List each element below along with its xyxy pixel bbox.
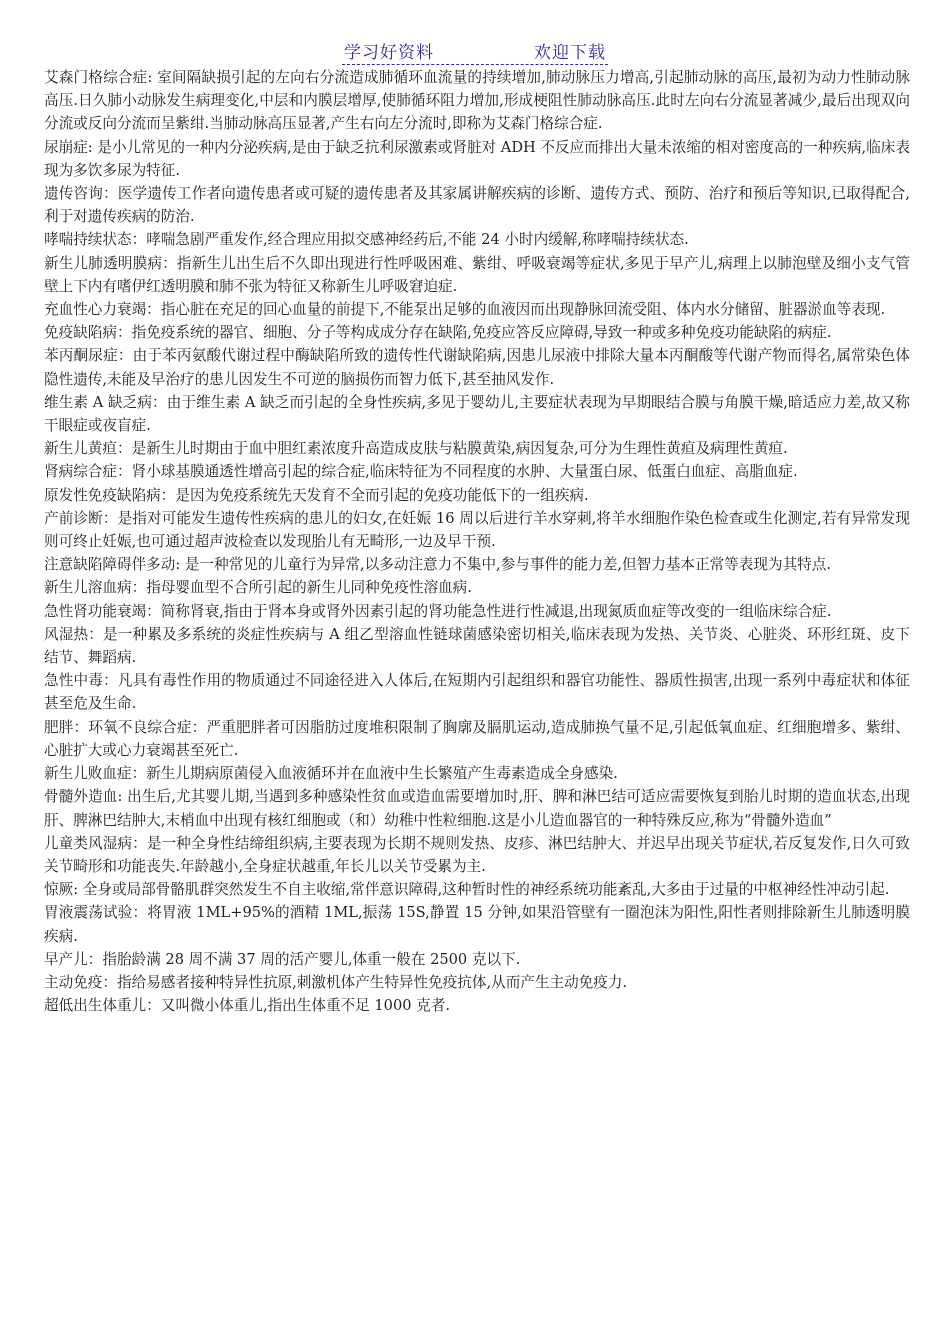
entry-definition: 简称肾衰,指由于肾本身或肾外因素引起的肾功能急性进行性减退,出现氮质血症等改变的一组临床综合症. bbox=[160, 602, 832, 620]
entry-term: 遗传咨询 bbox=[44, 185, 104, 203]
entry-separator: ： bbox=[132, 904, 148, 922]
entry-definition: 是一种累及多系统的炎症性疾病与 A 组乙型溶血性链球菌感染密切相关,临床表现为发热、关节炎、心脏炎、环形红斑、皮下结节、舞蹈病. bbox=[44, 625, 910, 667]
entry-separator: ： bbox=[162, 254, 177, 272]
glossary-entry bbox=[44, 576, 910, 599]
entry-separator: ： bbox=[131, 765, 147, 783]
glossary-body bbox=[44, 66, 910, 1017]
entry-definition: 是一种常见的儿童行为异常,以多动注意力不集中,参与事件的能力差,但智力基本正常等表现为其特点. bbox=[184, 556, 832, 574]
entry-definition: 是一种全身性结缔组织病,主要表现为长期不规则发热、皮疹、淋巴结肿大、并迟早出现关节症状,若反复发作,日久可致关节畸形和功能丧失.年龄越小,全身症状越重,年长儿以关节受累为主. bbox=[44, 834, 910, 875]
entry-separator: : bbox=[87, 138, 98, 156]
entry-separator: ： bbox=[87, 950, 103, 968]
entry-definition: 新生儿期病原菌侵入血液循环并在血液中生长繁殖产生毒素造成全身感染. bbox=[146, 765, 618, 783]
glossary-entry bbox=[44, 507, 910, 553]
entry-definition: 室间隔缺损引起的左向右分流造成肺循环血流量的持续增加,肺动脉压力增高,引起肺动脉的高压,最初为动力性肺动脉高压.日久肺小动脉发生病理变化,中层和内膜层增厚,使肺循环阻力增加,形成梗阻性肺动脉高压.此时左向右分流显著减少,最后出现双向分流或反向分流而呈紫绀.当肺动脉高压显著,产生右向左分流时,即称为艾森门格综合症. bbox=[44, 69, 910, 133]
entry-term: 新生儿溶血病 bbox=[44, 579, 132, 597]
entry-term: 风湿热 bbox=[44, 625, 89, 643]
entry-term: 早产儿 bbox=[44, 950, 88, 968]
entry-definition: 又叫微小体重儿,指出生体重不足 1000 克者. bbox=[160, 997, 450, 1015]
header-banner bbox=[342, 38, 608, 65]
glossary-entry bbox=[44, 878, 910, 901]
glossary-entry bbox=[44, 136, 910, 182]
glossary-entry bbox=[44, 669, 910, 715]
glossary-entry bbox=[44, 948, 910, 971]
entry-separator: : bbox=[117, 788, 128, 806]
entry-term: 主动免疫 bbox=[44, 973, 103, 991]
entry-term: 惊厥 bbox=[44, 881, 74, 899]
entry-term: 急性中毒 bbox=[44, 672, 104, 690]
entry-definition: 指心脏在充足的回心血量的前提下,不能泵出足够的血液因而出现静脉回流受阻、体内水分储留、脏器淤血等表现. bbox=[160, 301, 886, 319]
entry-separator: ： bbox=[103, 185, 118, 203]
header-left-text: 学习好资料 bbox=[344, 43, 434, 63]
glossary-entry bbox=[44, 762, 910, 785]
entry-definition: 是因为免疫系统先天发育不全而引起的免疫功能低下的一组疾病. bbox=[175, 486, 589, 504]
glossary-entry bbox=[44, 623, 910, 669]
entry-separator: ： bbox=[131, 231, 147, 249]
page-header bbox=[0, 38, 950, 65]
entry-separator: ： bbox=[117, 347, 133, 365]
glossary-entry bbox=[44, 460, 910, 483]
entry-separator: : bbox=[175, 556, 185, 574]
entry-separator: ： bbox=[102, 509, 118, 527]
entry-definition: 指新生儿出生后不久即出现进行性呼吸困难、紫绀、呼吸衰竭等症状,多见于早产儿,病理上以肺泡壁及细小支气管壁上下内有嗜伊红透明膜和肺不张为特征又称新生儿呼吸窘迫症. bbox=[44, 254, 910, 295]
entry-term: 肾病综合症 bbox=[44, 463, 117, 481]
entry-separator: ： bbox=[116, 324, 132, 342]
entry-separator: ： bbox=[146, 997, 161, 1015]
entry-definition: 环氧不良综合症：严重肥胖者可因脂肪过度堆积限制了胸廓及膈肌运动,造成肺换气量不足,引起低氧血症、红细胞增多、紫绀、心脏扩大或心力衰竭甚至死亡. bbox=[44, 718, 910, 759]
entry-term: 胃液震荡试验 bbox=[44, 904, 133, 922]
glossary-entry bbox=[44, 391, 910, 437]
entry-term: 哮喘持续状态 bbox=[44, 231, 132, 249]
glossary-entry bbox=[44, 785, 910, 831]
entry-separator: ： bbox=[146, 301, 161, 319]
entry-definition: 哮喘急剧严重发作,经合理应用拟交感神经药后,不能 24 小时内缓解,称哮喘持续状态. bbox=[146, 231, 689, 249]
entry-separator: : bbox=[73, 881, 83, 899]
glossary-entry bbox=[44, 66, 910, 136]
entry-term: 肥胖 bbox=[44, 718, 74, 736]
entry-definition: 肾小球基膜通透性增高引起的综合症,临床特征为不同程度的水肿、大量蛋白尿、低蛋白血症、高脂血症. bbox=[131, 463, 798, 481]
glossary-entry bbox=[44, 252, 910, 298]
entry-separator: ： bbox=[102, 973, 117, 991]
entry-term: 新生儿黄疸 bbox=[44, 440, 117, 458]
entry-term: 注意缺陷障碍伴多动 bbox=[44, 556, 176, 574]
entry-term: 免疫缺陷病 bbox=[44, 324, 117, 342]
glossary-entry bbox=[44, 321, 910, 344]
glossary-entry bbox=[44, 437, 910, 460]
entry-definition: 是新生儿时期由于血中胆红素浓度升高造成皮肤与粘膜黄染,病因复杂,可分为生理性黄疸及病理性黄疸. bbox=[131, 440, 788, 458]
entry-definition: 医学遗传工作者向遗传患者或可疑的遗传患者及其家属讲解疾病的诊断、遗传方式、预防、治疗和预后等知识,已取得配合,利于对遗传疾病的防治. bbox=[44, 185, 910, 226]
glossary-entry bbox=[44, 344, 910, 390]
entry-term: 急性肾功能衰竭 bbox=[44, 602, 147, 620]
entry-separator: ： bbox=[103, 672, 118, 690]
entry-definition: 是指对可能发生遗传性疾病的患儿的妇女,在妊娠 16 周以后进行羊水穿刺,将羊水细胞作染色检查或生化测定,若有异常发现则可终止妊娠,也可通过超声波检查以发现胎儿有无畸形,一边及早干预. bbox=[44, 509, 910, 551]
entry-separator: ： bbox=[116, 463, 132, 481]
entry-term: 超低出生体重儿 bbox=[44, 997, 147, 1015]
entry-separator: ： bbox=[131, 579, 147, 597]
entry-term: 原发性免疫缺陷病 bbox=[44, 486, 161, 504]
glossary-entry bbox=[44, 901, 910, 947]
entry-definition: 出生后,尤其婴儿期,当遇到多种感染性贫血或造血需要增加时,肝、脾和淋巴结可适应需要恢复到胎儿时期的造血状态,出现肝、脾淋巴结肿大,末梢血中出现有核红细胞或（和）幼稚中性粒细胞.这是小儿造血器官的一种特殊反应,称为“骨髓外造血” bbox=[44, 788, 910, 829]
entry-separator: ： bbox=[160, 486, 176, 504]
entry-separator: ： bbox=[146, 602, 161, 620]
glossary-entry bbox=[44, 600, 910, 623]
entry-definition: 由于维生素 A 缺乏而引起的全身性疾病,多见于婴幼儿,主要症状表现为早期眼结合膜与角膜干燥,暗适应力差,故又称干眼症或夜盲症. bbox=[44, 393, 910, 435]
entry-definition: 凡具有毒性作用的物质通过不同途径进入人体后,在短期内引起组织和器官功能性、器质性损害,出现一系列中毒症状和体征甚至危及生命. bbox=[44, 672, 910, 713]
entry-term: 苯丙酮尿症 bbox=[44, 347, 118, 365]
entry-definition: 指胎龄满 28 周不满 37 周的活产婴儿,体重一般在 2500 克以下. bbox=[102, 950, 521, 968]
entry-term: 艾森门格综合症 bbox=[44, 69, 148, 86]
entry-separator: ： bbox=[88, 625, 104, 643]
entry-definition: 全身或局部骨骼肌群突然发生不自主收缩,常伴意识障碍,这种暂时性的神经系统功能紊乱,大多由于过量的中枢神经性冲动引起. bbox=[82, 881, 890, 899]
glossary-entry bbox=[44, 553, 910, 576]
entry-definition: 是小儿常见的一种内分泌疾病,是由于缺乏抗利尿激素或肾脏对 ADH 不反应而排出大量未浓缩的相对密度高的一种疾病,临床表现为多饮多尿为特征. bbox=[44, 138, 910, 179]
entry-definition: 指母婴血型不合所引起的新生儿同种免疫性溶血病. bbox=[146, 579, 472, 597]
entry-definition: 由于苯丙氨酸代谢过程中酶缺陷所致的遗传性代谢缺陷病,因患儿尿液中排除大量本丙酮酸等代谢产物而得名,属常染色体隐性遗传,未能及早治疗的患儿因发生不可逆的脑损伤而智力低下,甚至抽风发作. bbox=[44, 347, 910, 388]
entry-separator: : bbox=[147, 69, 158, 86]
entry-term: 尿崩症 bbox=[44, 138, 88, 156]
entry-definition: 指给易感者接种特异性抗原,刺激机体产生特异性免疫抗体,从而产生主动免疫力. bbox=[117, 973, 628, 991]
entry-separator: ： bbox=[132, 834, 147, 852]
entry-term: 充血性心力衰竭 bbox=[44, 301, 147, 319]
glossary-entry bbox=[44, 971, 910, 994]
glossary-entry bbox=[44, 182, 910, 228]
glossary-entry bbox=[44, 228, 910, 251]
glossary-entry bbox=[44, 716, 910, 762]
entry-separator: ： bbox=[116, 440, 132, 458]
entry-term: 新生儿肺透明膜病 bbox=[44, 254, 163, 272]
glossary-entry bbox=[44, 298, 910, 321]
entry-term: 骨髓外造血 bbox=[44, 788, 118, 806]
entry-definition: 将胃液 1ML+95%的酒精 1ML,振荡 15S,静置 15 分钟,如果沿管壁有一圈泡沫为阳性,阳性者则排除新生儿肺透明膜疾病. bbox=[44, 904, 910, 945]
glossary-entry bbox=[44, 994, 910, 1017]
entry-separator: ： bbox=[152, 393, 167, 411]
entry-definition: 指免疫系统的器官、细胞、分子等构成成分存在缺陷,免疫应答反应障碍,导致一种或多种免疫功能缺陷的病症. bbox=[131, 324, 832, 342]
entry-term: 维生素 A 缺乏病 bbox=[44, 393, 153, 411]
header-right-text: 欢迎下载 bbox=[534, 43, 606, 63]
glossary-entry bbox=[44, 832, 910, 878]
entry-term: 产前诊断 bbox=[44, 509, 103, 527]
glossary-entry bbox=[44, 484, 910, 507]
entry-term: 儿童类风湿病 bbox=[44, 834, 133, 852]
entry-term: 新生儿败血症 bbox=[44, 765, 132, 783]
entry-separator: ： bbox=[73, 718, 89, 736]
